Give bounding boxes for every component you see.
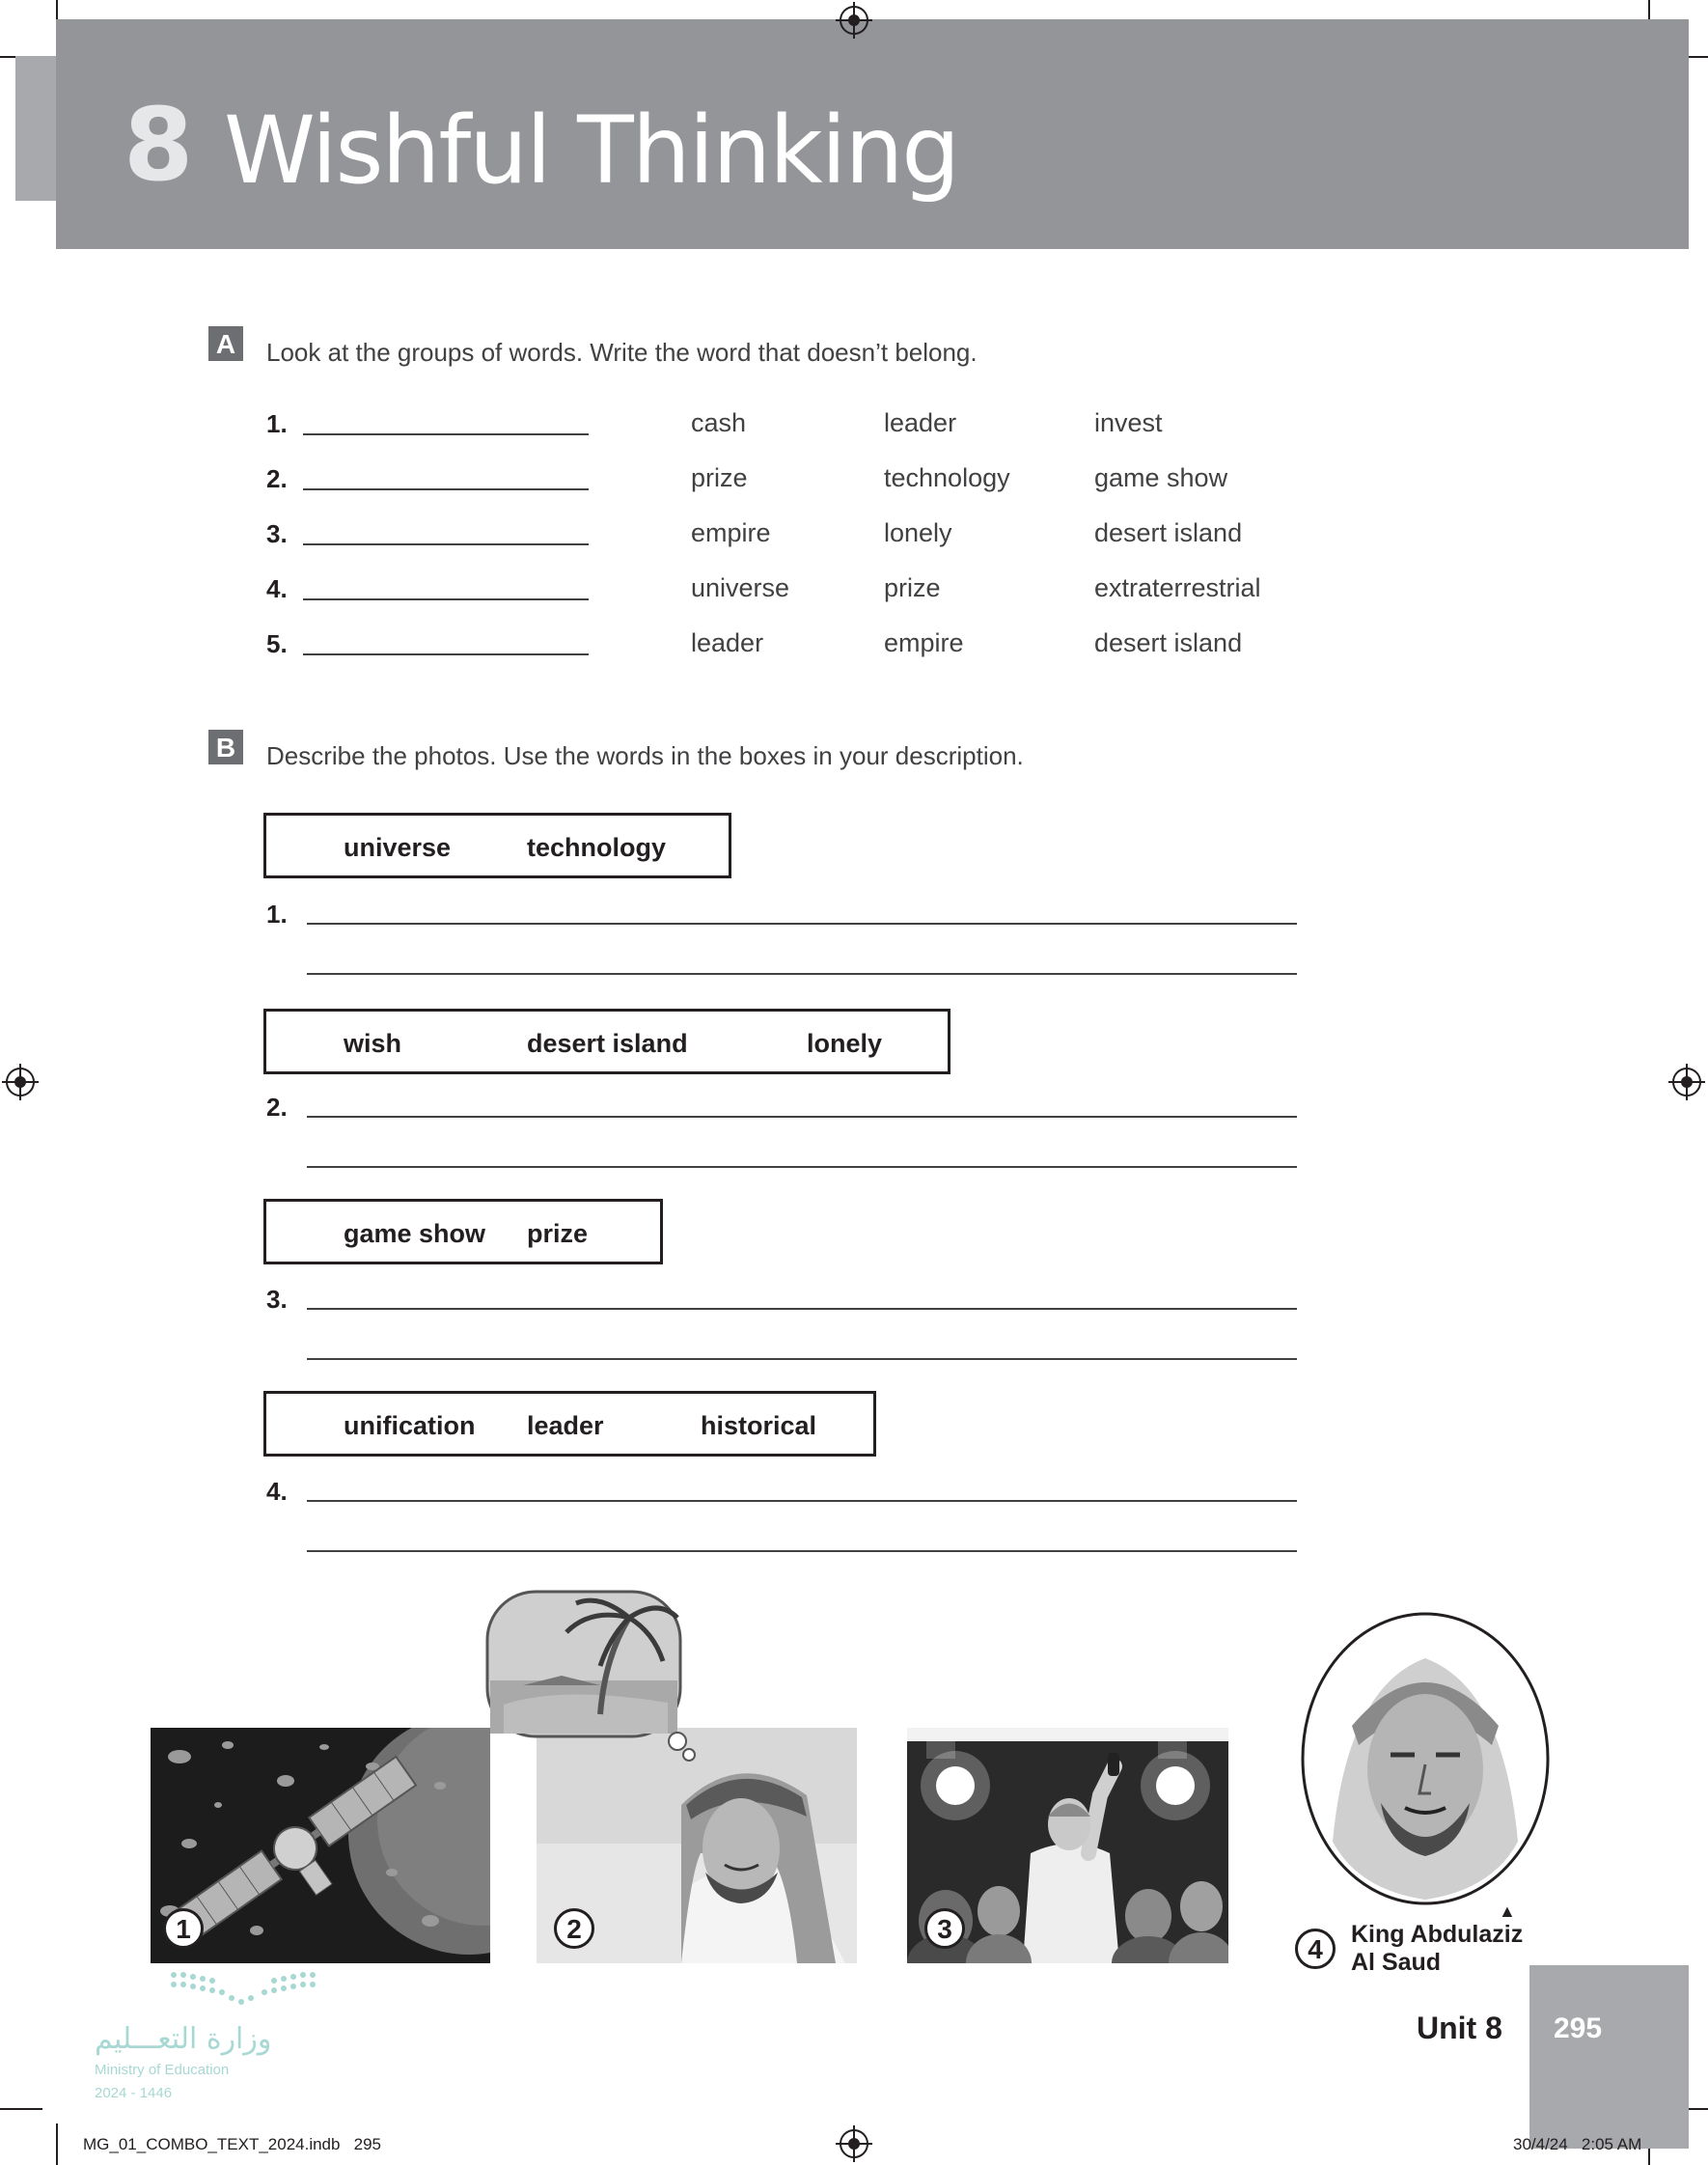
answer-line[interactable] — [303, 488, 589, 490]
portrait-icon — [1299, 1610, 1552, 1907]
thought-bubble — [484, 1589, 699, 1763]
page-number-box — [1529, 1965, 1689, 2149]
answer-line[interactable] — [307, 1116, 1297, 1118]
registration-mark-icon — [6, 1068, 35, 1096]
word-option: technology — [884, 463, 1010, 492]
banner-tab — [15, 56, 58, 201]
unit-number: 8 — [124, 86, 194, 204]
unit-label: Unit 8 — [1417, 2011, 1502, 2045]
answer-line[interactable] — [307, 1358, 1297, 1360]
answer-line[interactable] — [303, 543, 589, 545]
answer-line[interactable] — [307, 1550, 1297, 1552]
page-number: 295 — [1554, 2012, 1603, 2044]
word-option: invest — [1094, 408, 1163, 437]
word-option: universe — [691, 573, 790, 602]
crop-mark — [0, 2108, 42, 2110]
answer-line[interactable] — [303, 433, 589, 435]
photo-king-portrait — [1299, 1610, 1552, 1907]
crop-mark — [56, 2123, 58, 2165]
box-word: prize — [527, 1219, 589, 1248]
word-box — [263, 813, 731, 878]
question-number: 3. — [266, 519, 288, 548]
question-number: 4. — [266, 1477, 288, 1506]
ministry-english: Ministry of Education — [95, 2062, 230, 2078]
photo-number-badge: 1 — [163, 1908, 204, 1949]
word-option: empire — [884, 628, 964, 657]
file-slug: MG_01_COMBO_TEXT_2024.indb 295 — [83, 2135, 381, 2153]
word-option: leader — [884, 408, 957, 437]
photo-number-badge: 2 — [554, 1908, 594, 1949]
question-number: 4. — [266, 574, 288, 603]
question-number: 5. — [266, 629, 288, 658]
answer-line[interactable] — [303, 598, 589, 600]
answer-line[interactable] — [307, 1166, 1297, 1168]
section-a-instruction: Look at the groups of words. Write the word that doesn’t belong. — [266, 338, 978, 367]
registration-mark-icon — [840, 6, 868, 35]
section-a-badge: A — [208, 326, 243, 361]
ministry-logo-icon — [168, 1969, 318, 2012]
word-option: game show — [1094, 463, 1228, 492]
box-word: desert island — [527, 1029, 688, 1058]
question-number: 3. — [266, 1285, 288, 1314]
word-option: prize — [884, 573, 941, 602]
box-word: technology — [527, 833, 667, 862]
ministry-arabic: وزارة التعـــليم — [95, 2022, 272, 2056]
box-word: unification — [344, 1411, 476, 1440]
question-number: 2. — [266, 464, 288, 493]
word-option: desert island — [1094, 518, 1243, 547]
answer-line[interactable] — [307, 973, 1297, 975]
box-word: universe — [344, 833, 452, 862]
question-number: 1. — [266, 409, 288, 438]
word-option: prize — [691, 463, 748, 492]
answer-line[interactable] — [307, 1500, 1297, 1502]
word-option: lonely — [884, 518, 952, 547]
answer-line[interactable] — [307, 923, 1297, 925]
word-option: leader — [691, 628, 764, 657]
print-timestamp: 30/4/24 2:05 AM — [1513, 2135, 1642, 2153]
word-option: cash — [691, 408, 747, 437]
word-option: extraterrestrial — [1094, 573, 1261, 602]
registration-mark-icon — [1672, 1068, 1701, 1096]
ministry-logo — [168, 1969, 318, 2012]
box-word: wish — [344, 1029, 402, 1058]
section-b-instruction: Describe the photos. Use the words in the boxes in your description. — [266, 741, 1024, 770]
box-word: lonely — [807, 1029, 883, 1058]
photo-number-badge: 3 — [924, 1908, 965, 1949]
box-word: game show — [344, 1219, 486, 1248]
thought-bubble-icon — [484, 1589, 699, 1763]
word-option: empire — [691, 518, 771, 547]
registration-mark-icon — [840, 2129, 868, 2158]
question-number: 1. — [266, 900, 288, 929]
ministry-year: 2024 - 1446 — [95, 2085, 173, 2101]
word-box — [263, 1199, 663, 1264]
photo-caption — [1351, 1921, 1523, 1977]
answer-line[interactable] — [303, 653, 589, 655]
answer-line[interactable] — [307, 1308, 1297, 1310]
box-word: leader — [527, 1411, 604, 1440]
photo-number-badge: 4 — [1295, 1929, 1336, 1969]
section-b-badge: B — [208, 730, 243, 764]
page-title: Wishful Thinking — [224, 97, 959, 205]
question-number: 2. — [266, 1093, 288, 1122]
caption-line: King Abdulaziz — [1351, 1921, 1524, 1948]
word-box — [263, 1391, 876, 1457]
word-box — [263, 1009, 950, 1074]
caption-marker: ▲ — [1499, 1901, 1516, 1921]
caption-line: Al Saud — [1351, 1949, 1442, 1976]
box-word: historical — [701, 1411, 817, 1440]
word-option: desert island — [1094, 628, 1243, 657]
